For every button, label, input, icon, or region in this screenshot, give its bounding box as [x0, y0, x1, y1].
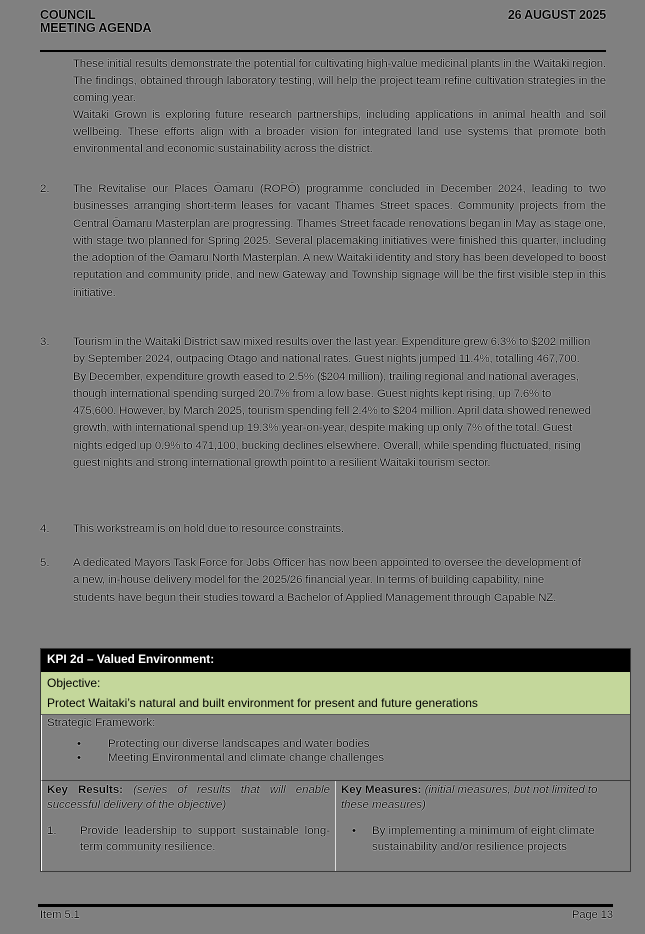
kpi-table — [40, 648, 631, 872]
strategic-framework — [41, 715, 630, 781]
list-item-text: This workstream is on hold due to resource constraints. — [73, 523, 344, 535]
key-measure-text: By implementing a minimum of eight climate sustainability and/or resilience projects — [372, 825, 595, 853]
intro-paragraph-2: Waitaki Grown is exploring future research partnerships, including applications in animal health and soil wellbeing. These efforts align with a broader vision for integrated land use systems that promote both environmental and economic sustainability across the district. — [73, 109, 606, 155]
list-item-number: 4. — [40, 523, 50, 535]
list-item-text: Tourism in the Waitaki District saw mixed results over the last year. Expenditure grew 6.3% to $202 million by September 2024, outpacing Otago and national rates. Guest nights jumped 11.4%, totalling 467,700. By December, expenditure growth eased to 2.5% ($204 million), trailing regional and national averages, though international spending surged 20.7% from a low base. Guest nights kept rising, up 7.6% to 475,600. However, by March 2025, tourism spending fell 2.4% to $204 million. April data showed renewed growth, with international spend up 19.3% year-on-year, despite making up only 7% of the total. Guest nights edged up 0.9% to 471,100, bucking declines elsewhere. Overall, while spending fluctuated, rising guest nights and strong international growth point to a resilient Waitaki tourism sector. — [73, 336, 591, 470]
key-measures-column — [336, 781, 630, 871]
list-item-number: 5. — [40, 557, 50, 569]
list-item-number: 3. — [40, 336, 50, 348]
key-results-column — [41, 781, 336, 871]
key-measures-heading — [341, 783, 625, 813]
key-results-heading — [47, 783, 330, 813]
framework-item-text: Protecting our diverse landscapes and water bodies — [108, 738, 370, 750]
objective-label: Objective: — [47, 676, 101, 690]
framework-item — [47, 737, 630, 751]
intro-paragraph-1: These initial results demonstrate the potential for cultivating high-value medicinal plants in the Waitaki region. The findings, obtained through laboratory testing, will help the project team refine cultivation strategies in the coming year. — [73, 58, 606, 104]
kpi-objective — [41, 672, 630, 715]
org-name: COUNCIL — [40, 8, 96, 22]
framework-item-text: Meeting Environmental and climate change challenges — [108, 752, 385, 764]
key-result-number: 1. — [47, 825, 57, 837]
framework-list — [47, 737, 630, 765]
page-footer — [38, 904, 613, 923]
bullet-icon: • — [77, 752, 81, 764]
kpi-results-measures — [41, 781, 630, 871]
meeting-date: 26 AUGUST 2025 — [507, 8, 606, 22]
key-measures-subheading: (initial measures, but not limited to these measures) — [341, 784, 598, 811]
bullet-icon: • — [352, 825, 356, 837]
key-results-label: Key Results: — [47, 784, 123, 796]
framework-item — [47, 751, 630, 765]
bullet-icon: • — [77, 738, 81, 750]
page-number: Page 13 — [572, 909, 613, 921]
item-reference: Item 5.1 — [40, 909, 80, 921]
kpi-title: KPI 2d – Valued Environment: — [41, 649, 630, 672]
document-title — [40, 9, 151, 35]
page-header — [40, 8, 606, 52]
key-result-text: Provide leadership to support sustainable long-term community resilience. — [80, 825, 330, 853]
key-measure-item — [341, 823, 625, 855]
key-results-subheading: (series of results that will enable successful delivery of the objective) — [47, 784, 330, 811]
key-measures-label: Key Measures: — [341, 784, 422, 796]
key-result-item — [47, 823, 330, 855]
document-type: MEETING AGENDA — [40, 21, 152, 35]
list-item-text: The Revitalise our Places Ōamaru (ROPŌ) programme concluded in December 2024, leading to two businesses arranging short-term leases for vacant Thames Street spaces. Community projects from the Central Ōamaru Masterplan are progressing. Thames Street facade renovations began in May as stage one, with stage two planned for Spring 2025. Several placemaking initiatives were finished this quarter, including the adoption of the Ōamaru North Masterplan. A new Waitaki identity and story has been developed to boost reputation and community pride, and new Gateway and Township signage will be the first visible step in this initiative. — [73, 183, 606, 299]
list-item-text: A dedicated Mayors Task Force for Jobs Officer has now been appointed to oversee the development of a new, in-house delivery model for the 2025/26 financial year. In terms of building capability, nine students have begun their studies toward a Bachelor of Applied Management through Capable NZ. — [73, 557, 581, 604]
framework-label: Strategic Framework: — [47, 717, 156, 729]
objective-text: Protect Waitaki’s natural and built environment for present and future generations — [47, 696, 478, 710]
list-item-number: 2. — [40, 183, 50, 195]
